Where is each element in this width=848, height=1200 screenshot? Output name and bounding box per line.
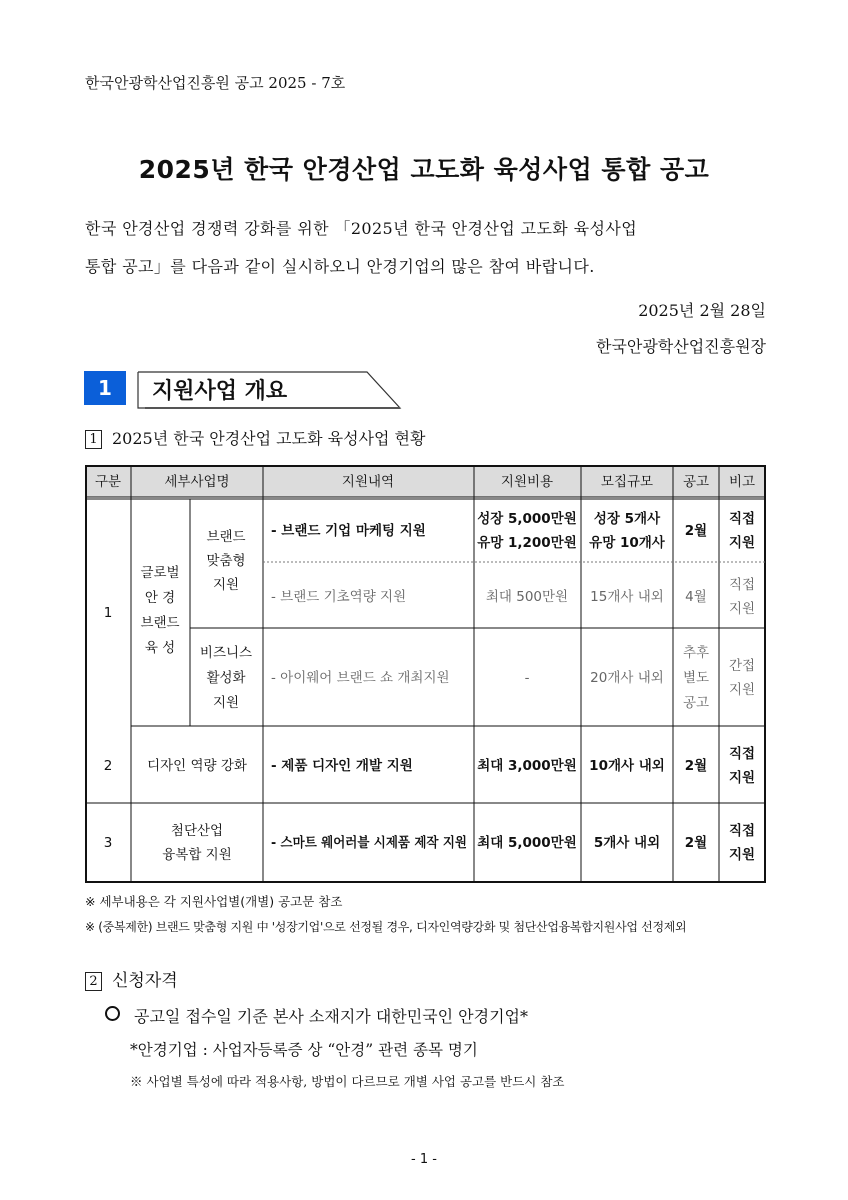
subsection-2-label: 신청자격 [112,971,178,991]
notice-month: 추후 [682,645,710,661]
group-name-line: 육 성 [144,640,176,656]
section-number-badge: 1 [84,371,126,405]
intro-line-2: 통합 공고」를 다음과 같이 실시하오니 안경기업의 많은 참여 바랍니다. [85,257,595,276]
header-cost: 지원비용 [500,474,554,490]
support-cost: 유망 1,200만원 [477,535,577,551]
subsection-2-number: 2 [85,972,102,991]
subprogram-line: 지원 [212,695,240,711]
subsection-2-title [85,966,178,991]
remark: 직접 [728,511,756,527]
support-cost: 최대 3,000만원 [477,758,577,774]
support-cost: 최대 500만원 [485,589,569,605]
row-number: 1 [103,605,113,621]
support-content: - 브랜드 기업 마케팅 지원 [271,523,426,539]
eligibility-item [105,1004,528,1027]
support-content: - 제품 디자인 개발 지원 [271,758,413,774]
notice-month: 2월 [684,523,708,539]
eligibility-note: ※ 사업별 특성에 따라 적용사항, 방법이 다르므로 개별 사업 공고를 반드시 참조 [130,1074,565,1089]
header-notice: 공고 [682,474,710,490]
subsection-1-label: 2025년 한국 안경산업 고도화 육성사업 현황 [112,429,426,448]
header-program: 세부사업명 [164,474,230,490]
remark: 지원 [728,847,756,863]
header-remark: 비고 [728,474,756,490]
subsection-1-title [85,426,425,449]
recruit-scale: 성장 5개사 [593,511,661,527]
group-name-line: 안 경 [144,590,176,606]
support-content: - 스마트 웨어러블 시제품 제작 지원 [271,835,483,851]
notice-month: 4월 [685,589,707,605]
remark: 직접 [728,823,756,839]
remark: 지원 [728,601,756,617]
row-number: 2 [103,758,113,774]
remark: 지원 [728,535,756,551]
notice-number: 한국안광학산업진흥원 공고 2025 - 7호 [85,74,346,92]
recruit-scale: 10개사 내외 [589,758,665,774]
remark: 직접 [728,746,756,762]
notice-month: 별도 [682,670,710,686]
program-name: 융복합 지원 [162,847,232,863]
recruit-scale: 20개사 내외 [590,670,664,686]
group-name-line: 브랜드 [140,615,180,631]
header-category: 구분 [94,474,122,490]
row-number: 3 [103,835,113,851]
subprogram-line: 활성화 [206,670,246,686]
notice-month: 2월 [684,835,708,851]
recruit-scale: 유망 10개사 [589,535,665,551]
remark: 간접 [728,658,756,674]
group-name-line: 글로벌 [140,565,180,581]
program-name: 첨단산업 [170,823,224,839]
table-note-1: ※ 세부내용은 각 지원사업별(개별) 공고문 참조 [85,894,343,909]
subprogram-line: 맞춤형 [206,553,246,569]
support-cost: - [524,670,530,686]
notice-month: 공고 [682,695,710,711]
eligibility-footnote: *안경기업 : 사업자등록증 상 “안경” 관련 종목 명기 [130,1041,478,1059]
program-name: 디자인 역량 강화 [147,758,247,774]
header-scale: 모집규모 [600,474,654,490]
page-number: - 1 - [411,1152,437,1167]
section-title: 지원사업 개요 [152,379,288,404]
eligibility-text: 공고일 접수일 기준 본사 소재지가 대한민국인 안경기업* [134,1007,529,1026]
subsection-1-number: 1 [85,430,102,449]
remark: 직접 [728,577,756,593]
table-note-2: ※ (중복제한) 브랜드 맞춤형 지원 中 '성장기업'으로 선정될 경우, 디자인역량강화 및 첨단산업융복합지원사업 선정제외 [85,920,687,934]
remark: 지원 [728,770,756,786]
support-cost: 성장 5,000만원 [477,511,577,527]
notice-date: 2025년 2월 28일 [638,301,766,320]
recruit-scale: 15개사 내외 [590,589,664,605]
signer: 한국안광학산업진흥원장 [595,337,766,356]
subprogram-line: 브랜드 [206,529,246,545]
subprogram-line: 비즈니스 [199,645,253,661]
header-support: 지원내역 [341,474,395,490]
recruit-scale: 5개사 내외 [593,835,661,851]
intro-line-1: 한국 안경산업 경쟁력 강화를 위한 「2025년 한국 안경산업 고도화 육성사업 [85,219,638,238]
remark: 지원 [728,682,756,698]
notice-month: 2월 [684,758,708,774]
circle-bullet-icon [105,1006,120,1021]
support-content: - 브랜드 기초역량 지원 [271,589,407,605]
support-content: - 아이웨어 브랜드 쇼 개최지원 [271,670,450,686]
subprogram-line: 지원 [212,577,240,593]
program-table [85,465,766,883]
support-cost: 최대 5,000만원 [477,835,577,851]
page-title: 2025년 한국 안경산업 고도화 육성사업 통합 공고 [138,155,710,184]
